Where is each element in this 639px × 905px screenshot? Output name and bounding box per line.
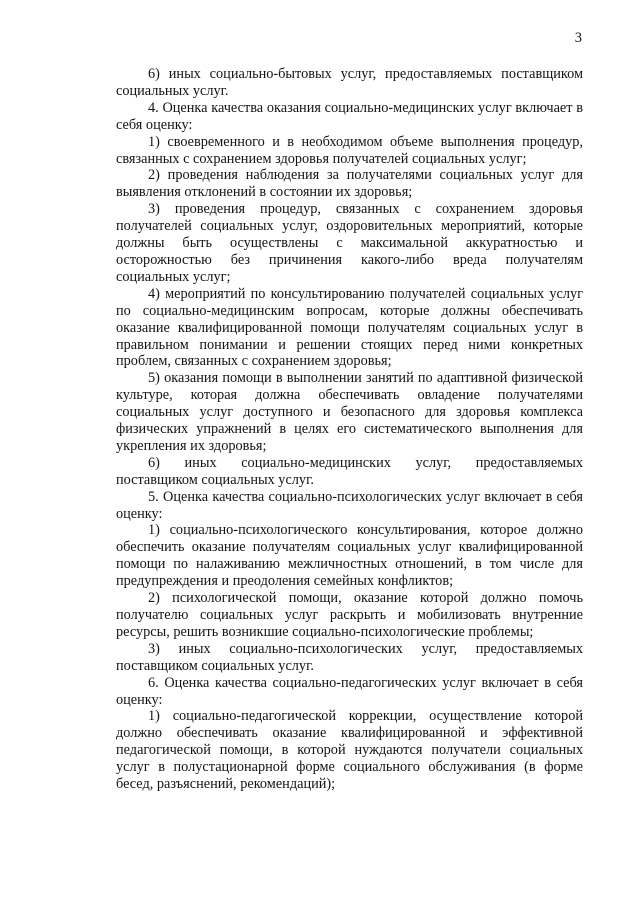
paragraph-psychological-item-3: 3) иных социально-психологических услуг, предоставляемых поставщиком социальных услуг.: [116, 640, 583, 674]
paragraph-medical-item-1: 1) своевременного и в необходимом объеме выполнения процедур, связанных с сохранением здоровья получателей социальных услуг;: [116, 133, 583, 167]
document-body: [116, 66, 583, 793]
paragraph-section-6-heading: 6. Оценка качества социально-педагогических услуг включает в себя оценку:: [116, 674, 583, 708]
paragraph-medical-item-2: 2) проведения наблюдения за получателями социальных услуг для выявления отклонений в состоянии их здоровья;: [116, 167, 583, 201]
paragraph-medical-item-6: 6) иных социально-медицинских услуг, предоставляемых поставщиком социальных услуг.: [116, 454, 583, 488]
paragraph-psychological-item-1: 1) социально-психологического консультирования, которое должно обеспечить оказание получателям социальных услуг квалифицированной помощи по налаживанию межличностных отношений, в том числе для предупреждения и преодоления семейных конфликтов;: [116, 522, 583, 590]
paragraph-medical-item-4: 4) мероприятий по консультированию получателей социальных услуг по социально-медицинским вопросам, которые должны обеспечивать оказание квалифицированной помощи получателям социальных услуг в правильном понимании и решении стоящих перед ними конкретных проблем, связанных с сохранением здоровья;: [116, 285, 583, 370]
paragraph-social-household-other: 6) иных социально-бытовых услуг, предоставляемых поставщиком социальных услуг.: [116, 66, 583, 99]
paragraph-pedagogical-item-1: 1) социально-педагогической коррекции, осуществление которой должно обеспечивать оказание квалифицированной и эффективной педагогической помощи, в которой нуждаются получатели социальных услуг в полустационарной форме социального обслуживания (в форме бесед, разъяснений, рекомендаций);: [116, 708, 583, 793]
paragraph-medical-item-5: 5) оказания помощи в выполнении занятий по адаптивной физической культуре, которая должна обеспечивать овладение получателями социальных услуг доступного и безопасного для здоровья комплекса физических упражнений в целях его систематического выполнения для укрепления их здоровья;: [116, 370, 583, 454]
page-number: 3: [574, 30, 582, 46]
paragraph-medical-item-3: 3) проведения процедур, связанных с сохранением здоровья получателей социальных услуг, оздоровительных мероприятий, которые должны быть осуществлены с максимальной аккуратностью и осторожностью без причинения какого-либо вреда получателям социальных услуг;: [116, 201, 583, 285]
paragraph-section-5-heading: 5. Оценка качества социально-психологических услуг включает в себя оценку:: [116, 488, 583, 522]
paragraph-section-4-heading: 4. Оценка качества оказания социально-медицинских услуг включает в себя оценку:: [116, 99, 583, 133]
paragraph-psychological-item-2: 2) психологической помощи, оказание которой должно помочь получателю социальных услуг раскрыть и мобилизовать внутренние ресурсы, решить возникшие социально-психологические проблемы;: [116, 590, 583, 640]
